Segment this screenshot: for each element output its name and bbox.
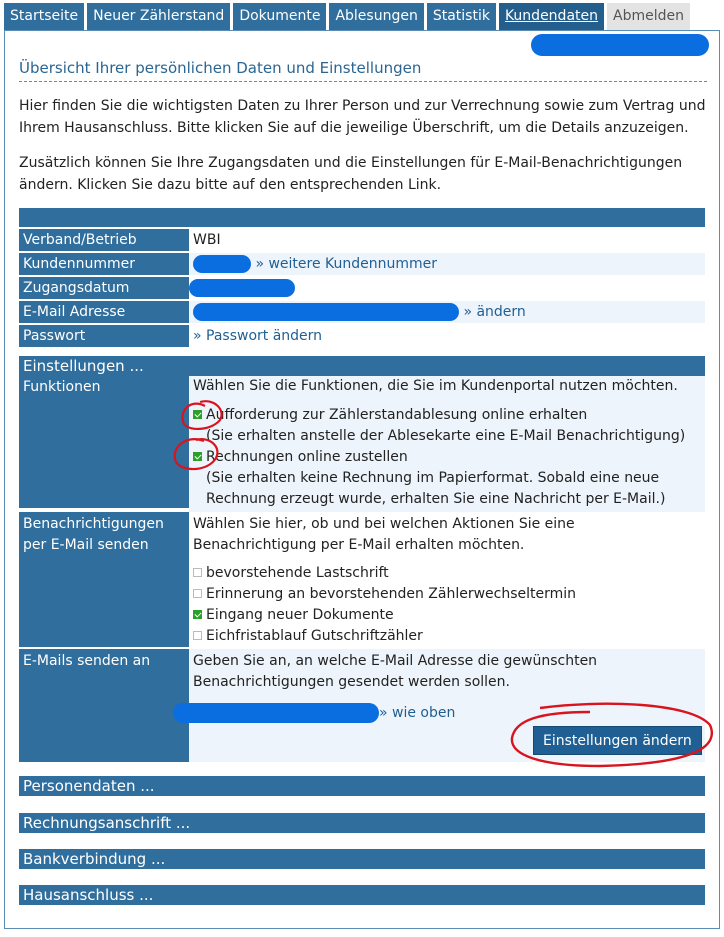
main-nav <box>4 3 693 31</box>
row-value <box>189 301 705 323</box>
redacted-recipient-email <box>173 703 379 723</box>
notifications-intro: Wählen Sie hier, ob und bei welchen Aktionen Sie eine Benachrichtigung per E-Mail erhalten möchten. <box>193 516 575 553</box>
row-label: Benachrichtigungen per E-Mail senden <box>19 512 189 647</box>
page-title: Übersicht Ihrer persönlichen Daten und Einstellungen <box>19 59 707 82</box>
intro-text: Hier finden Sie die wichtigsten Daten zu Ihrer Person und zur Verrechnung sowie zum Vertrag und Ihrem Hausanschluss. Bitte klicken Sie auf die jeweilige Überschrift, um die Details anzuzeigen. <box>19 98 706 136</box>
list-item <box>193 605 701 626</box>
same-as-above-link[interactable]: » wie oben <box>379 705 456 721</box>
table-row <box>19 277 705 301</box>
content-panel <box>4 30 720 929</box>
change-settings-button[interactable]: Einstellungen ändern <box>533 726 702 755</box>
row-value: WBI <box>189 229 705 251</box>
functions-intro: Wählen Sie die Funktionen, die Sie im Kundenportal nutzen möchten. <box>193 378 678 394</box>
intro-text-2: Zusätzlich können Sie Ihre Zugangsdaten und die Einstellungen für E-Mail-Benachrichtigungen ändern. Klicken Sie dazu bitte auf den entsprechenden Link. <box>19 155 683 193</box>
tab-startseite[interactable]: Startseite <box>4 3 84 30</box>
row-value <box>189 512 705 649</box>
option-note: (Sie erhalten keine Rechnung im Papierformat. Sobald eine neue <box>206 470 660 486</box>
tab-neuer-zaehlerstand[interactable]: Neuer Zählerstand <box>87 3 230 30</box>
table-row <box>19 301 705 325</box>
row-value <box>189 253 705 275</box>
row-value <box>189 376 705 512</box>
option-note: (Sie erhalten anstelle der Ablesekarte eine E-Mail Benachrichtigung) <box>206 428 686 444</box>
checkbox-online-invoice[interactable] <box>193 452 202 461</box>
option-label: bevorstehende Lastschrift <box>206 565 389 581</box>
option-label: Eichfristablauf Gutschriftzähler <box>206 628 423 644</box>
option-meter-reading <box>193 405 701 426</box>
tab-kundendaten[interactable]: Kundendaten <box>499 3 604 30</box>
settings-row-funktionen <box>19 376 705 512</box>
option-label: Eingang neuer Dokumente <box>206 607 394 623</box>
redacted-access-date <box>189 279 295 297</box>
row-label: Kundennummer <box>19 253 189 275</box>
option-note: Rechnung erzeugt wurde, erhalten Sie eine Nachricht per E-Mail.) <box>206 491 666 507</box>
tab-dokumente[interactable]: Dokumente <box>233 3 326 30</box>
list-item <box>193 584 701 605</box>
option-label: Aufforderung zur Zählerstandablesung online erhalten <box>206 407 588 423</box>
table-row <box>19 325 705 349</box>
checkbox-direct-debit[interactable] <box>193 568 202 577</box>
checkbox-meter-reading[interactable] <box>193 410 202 419</box>
more-customer-numbers-link[interactable]: » weitere Kundennummer <box>255 256 438 272</box>
section-personal-data[interactable]: Personendaten ... <box>19 776 705 796</box>
row-label: E-Mails senden an <box>19 649 189 762</box>
tab-abmelden[interactable]: Abmelden <box>607 3 690 30</box>
option-label: Erinnerung an bevorstehenden Zählerwechseltermin <box>206 586 577 602</box>
settings-table <box>19 376 705 762</box>
option-label: Rechnungen online zustellen <box>206 449 408 465</box>
change-email-link[interactable]: » ändern <box>463 304 526 320</box>
checkbox-new-documents[interactable] <box>193 610 202 619</box>
tab-statistik[interactable]: Statistik <box>427 3 496 30</box>
section-bank-details[interactable]: Bankverbindung ... <box>19 849 705 869</box>
email-recipient-line <box>193 703 701 724</box>
row-value <box>189 277 705 299</box>
section-billing-address[interactable]: Rechnungsanschrift ... <box>19 813 705 833</box>
row-label: Verband/Betrieb <box>19 229 189 251</box>
settings-row-notifications <box>19 512 705 649</box>
email-recipient-intro: Geben Sie an, an welche E-Mail Adresse die gewünschten Benachrichtigungen gesendet werden sollen. <box>193 653 598 690</box>
change-password-link[interactable]: » Passwort ändern <box>193 328 323 344</box>
table-row <box>19 253 705 277</box>
checkbox-meter-change[interactable] <box>193 589 202 598</box>
redacted-username <box>531 34 709 56</box>
list-item <box>193 626 701 647</box>
list-item <box>193 563 701 584</box>
row-value <box>189 325 705 347</box>
option-online-invoice <box>193 447 701 468</box>
row-label: E-Mail Adresse <box>19 301 189 323</box>
checkbox-calibration-expiry[interactable] <box>193 631 202 640</box>
row-label: Zugangsdatum <box>19 277 189 299</box>
account-table-header <box>19 208 705 229</box>
account-table <box>19 208 705 349</box>
redacted-customer-number <box>193 255 251 273</box>
row-label: Funktionen <box>19 376 189 508</box>
row-label: Passwort <box>19 325 189 347</box>
section-house-connection[interactable]: Hausanschluss ... <box>19 885 705 905</box>
settings-section-header[interactable]: Einstellungen ... <box>19 356 705 376</box>
table-row <box>19 229 705 253</box>
redacted-email <box>193 303 459 321</box>
tab-ablesungen[interactable]: Ablesungen <box>329 3 423 30</box>
